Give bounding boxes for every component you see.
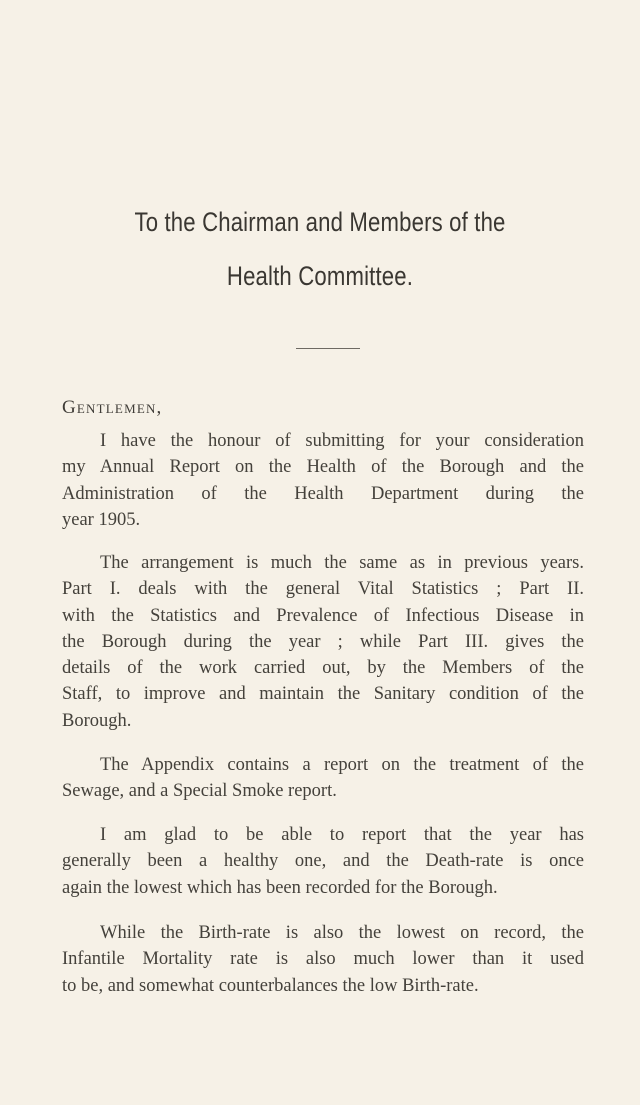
paragraph-4 — [62, 822, 584, 901]
paragraph-4-line-3: again the lowest which has been recorded for the Borough. — [62, 877, 498, 898]
paragraph-5 — [62, 920, 584, 999]
heading-line-1: To the Chairman and Members of the — [134, 207, 506, 237]
paragraph-5-line-2: Infantile Mortality rate is also much lower than it used — [62, 949, 584, 970]
salutation: Gentlemen, — [62, 397, 163, 418]
paragraph-3 — [62, 752, 584, 805]
paragraph-2-line-6: Staff, to improve and maintain the Sanitary condition of the — [62, 684, 584, 705]
paragraph-2-line-7: Borough. — [62, 710, 132, 731]
paragraph-2-line-1: The arrangement is much the same as in previous years. — [100, 553, 584, 573]
paragraph-1 — [62, 428, 584, 533]
paragraph-3-line-2: Sewage, and a Special Smoke report. — [62, 781, 337, 802]
paragraph-1-line-1: I have the honour of submitting for your consideration — [100, 431, 584, 451]
paragraph-2 — [62, 550, 584, 734]
paragraph-2-line-3: with the Statistics and Prevalence of Infectious Disease in — [62, 605, 584, 626]
paragraph-1-line-3: Administration of the Health Department during the — [62, 483, 584, 504]
paragraph-2-line-5: details of the work carried out, by the Members of the — [62, 658, 584, 679]
paragraph-4-line-1: I am glad to be able to report that the year has — [100, 825, 584, 845]
paragraph-5-line-1: While the Birth-rate is also the lowest on record, the — [100, 923, 584, 943]
paragraph-1-line-2: my Annual Report on the Health of the Borough and the — [62, 457, 584, 478]
paragraph-1-line-4: year 1905. — [62, 509, 141, 530]
paragraph-2-line-4: the Borough during the year ; while Part III. gives the — [62, 631, 584, 652]
paragraph-2-line-2: Part I. deals with the general Vital Statistics ; Part II. — [62, 579, 584, 600]
divider-rule — [296, 348, 360, 349]
paragraph-3-line-1: The Appendix contains a report on the treatment of the — [100, 755, 584, 775]
paragraph-5-line-3: to be, and somewhat counterbalances the low Birth-rate. — [62, 975, 479, 996]
paragraph-4-line-2: generally been a healthy one, and the Death-rate is once — [62, 851, 584, 872]
heading-line-2: Health Committee. — [226, 261, 414, 291]
